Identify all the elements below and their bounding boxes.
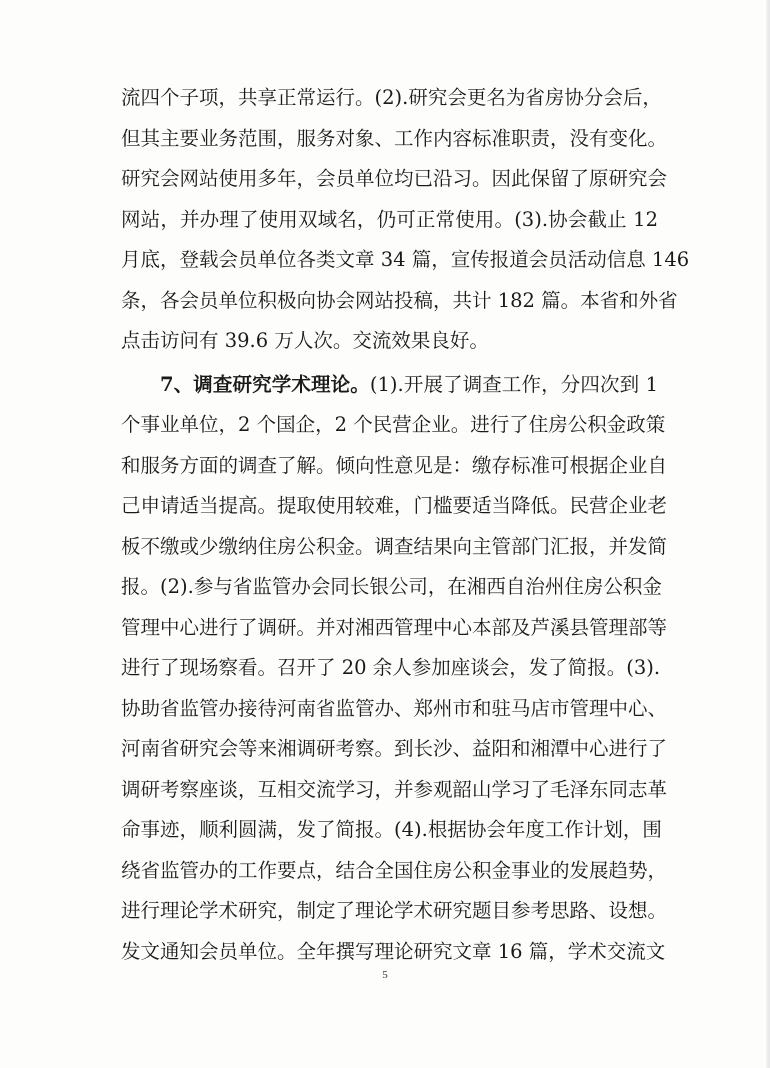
- text-line: 点击访问有 39.6 万人次。交流效果良好。: [121, 329, 489, 352]
- text-line: 命事迹，顺利圆满，发了简报。(4).根据协会年度工作计划，围: [121, 818, 662, 841]
- text-line: 流四个子项，共享正常运行。(2).研究会更名为省房协分会后，: [121, 86, 662, 109]
- scan-edge: [766, 0, 770, 1068]
- text-line: 板不缴或少缴纳住房公积金。调查结果向主管部门汇报，并发简: [121, 534, 668, 558]
- body-text: [121, 78, 690, 972]
- text-line: 进行理论学术研究，制定了理论学术研究题目参考思路、设想。: [121, 899, 668, 922]
- text-line: 和服务方面的调查了解。倾向性意见是：缴存标准可根据企业自: [121, 453, 668, 477]
- text-line: 报。(2).参与省监管办会同长银公司，在湘西自治州住房公积金: [121, 575, 662, 598]
- text-line: 发文通知会员单位。全年撰写理论研究文章 16 篇，学术交流文: [121, 939, 666, 963]
- text-line: 网站，并办理了使用双域名，仍可正常使用。(3).协会截止 12: [121, 207, 658, 231]
- text-line: 协助省监管办接待河南省监管办、郑州市和驻马店市管理中心、: [121, 696, 668, 720]
- section-first-line: [121, 365, 658, 406]
- text-line: 己申请适当提高。提取使用较难，门槛要适当降低。民营企业老: [121, 494, 668, 517]
- section-heading: 7、调查研究学术理论。: [160, 372, 370, 396]
- text-line: 个事业单位，2 个国企，2 个民营企业。进行了住房公积金政策: [121, 413, 666, 436]
- text-line: 研究会网站使用多年，会员单位均已沿习。因此保留了原研究会: [121, 167, 668, 190]
- text-line: 绕省监管办的工作要点，结合全国住房公积金事业的发展趋势，: [121, 858, 668, 882]
- text-line: 管理中心进行了调研。并对湘西管理中心本部及芦溪县管理部等: [121, 615, 668, 639]
- text-line: 调研考察座谈，互相交流学习，并参观韶山学习了毛泽东同志革: [121, 777, 668, 801]
- text-line: 条，各会员单位积极向协会网站投稿，共计 182 篇。本省和外省: [121, 288, 678, 312]
- text-line: 进行了现场察看。召开了 20 余人参加座谈会，发了简报。(3).: [121, 656, 661, 679]
- text-line: 但其主要业务范围，服务对象、工作内容标准职责，没有变化。: [121, 126, 668, 150]
- text-line: 月底，登载会员单位各类文章 34 篇，宣传报道会员活动信息 146: [121, 248, 690, 271]
- page-number: 5: [382, 969, 388, 981]
- section-first-line-text: (1).开展了调查工作，分四次到 1: [369, 372, 658, 396]
- text-line: 河南省研究会等来湘调研考察。到长沙、益阳和湘潭中心进行了: [121, 737, 668, 760]
